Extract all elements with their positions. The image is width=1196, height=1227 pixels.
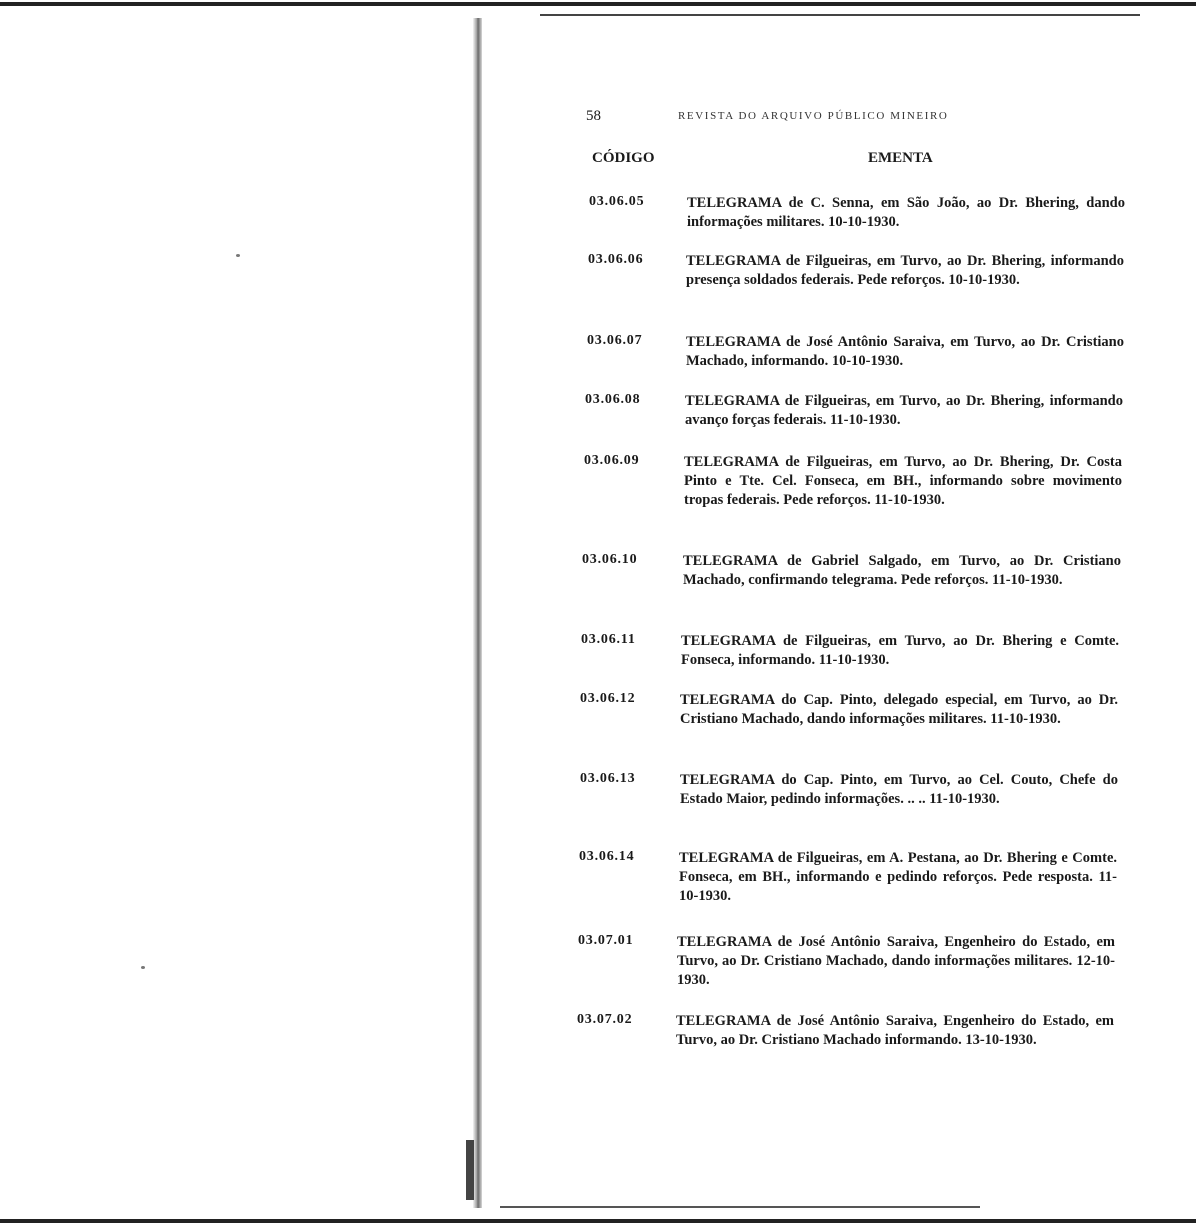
entry-text: TELEGRAMA de Filgueiras, em A. Pestana, ao Dr. Bhering e Comte. Fonseca, em BH., informando e pedindo reforços. Pede resposta. 11-10-1930. (679, 850, 1117, 904)
entry-code: 03.06.13 (580, 771, 636, 786)
running-head: REVISTA DO ARQUIVO PÚBLICO MINEIRO (678, 110, 949, 122)
entry-code: 03.07.01 (578, 933, 634, 948)
entry-text: TELEGRAMA do Cap. Pinto, delegado especial, em Turvo, ao Dr. Cristiano Machado, dando informações militares. 11-10-1930. (680, 692, 1118, 727)
entry-code: 03.06.14 (579, 849, 635, 864)
scan-speck (141, 966, 145, 969)
scan-bottom-rule (500, 1206, 980, 1208)
entry-text: TELEGRAMA de José Antônio Saraiva, Engenheiro do Estado, em Turvo, ao Dr. Cristiano Machado, dando informações militares. 12-10-1930. (677, 934, 1115, 988)
scan-top-edge (0, 2, 1196, 6)
entry-text: TELEGRAMA de José Antônio Saraiva, em Turvo, ao Dr. Cristiano Machado, informando. 10-10-1930. (686, 334, 1124, 369)
entry-code: 03.06.06 (588, 252, 644, 267)
book-gutter (473, 18, 482, 1208)
scan-top-rule (540, 14, 1140, 16)
column-header-ementa: EMENTA (868, 150, 933, 166)
entry-text: TELEGRAMA do Cap. Pinto, em Turvo, ao Cel. Couto, Chefe do Estado Maior, pedindo informações. .. .. 11-10-1930. (680, 772, 1118, 807)
entry-code: 03.06.12 (580, 691, 636, 706)
scan-bottom-edge (0, 1219, 1196, 1223)
entry-text: TELEGRAMA de Filgueiras, em Turvo, ao Dr. Bhering, informando avanço forças federais. 11-10-1930. (685, 393, 1123, 428)
entry-code: 03.06.11 (581, 632, 636, 647)
entry-text: TELEGRAMA de Filgueiras, em Turvo, ao Dr. Bhering, Dr. Costa Pinto e Tte. Cel. Fonseca, em BH., informando sobre movimento tropas federais. Pede reforços. 11-10-1930. (684, 454, 1122, 508)
page-header (586, 108, 1126, 130)
entry-text: TELEGRAMA de Gabriel Salgado, em Turvo, ao Dr. Cristiano Machado, confirmando telegrama. Pede reforços. 11-10-1930. (683, 553, 1121, 588)
entry-code: 03.06.05 (589, 194, 645, 209)
entry-code: 03.06.07 (587, 333, 643, 348)
scan-speck (236, 254, 240, 257)
entry-code: 03.06.09 (584, 453, 640, 468)
column-header-code: CÓDIGO (592, 150, 655, 166)
entry-text: TELEGRAMA de José Antônio Saraiva, Engenheiro do Estado, em Turvo, ao Dr. Cristiano Machado informando. 13-10-1930. (676, 1013, 1114, 1048)
entry-code: 03.07.02 (577, 1012, 633, 1027)
entry-code: 03.06.10 (582, 552, 638, 567)
entry-text: TELEGRAMA de Filgueiras, em Turvo, ao Dr. Bhering e Comte. Fonseca, informando. 11-10-1930. (681, 633, 1119, 668)
entry-text: TELEGRAMA de Filgueiras, em Turvo, ao Dr. Bhering, informando presença soldados federais. Pede reforços. 10-10-1930. (686, 253, 1124, 288)
entry-code: 03.06.08 (585, 392, 641, 407)
page-number: 58 (586, 108, 601, 124)
entry-text: TELEGRAMA de C. Senna, em São João, ao Dr. Bhering, dando informações militares. 10-10-1930. (687, 195, 1125, 230)
book-gutter-shadow (466, 1140, 474, 1200)
